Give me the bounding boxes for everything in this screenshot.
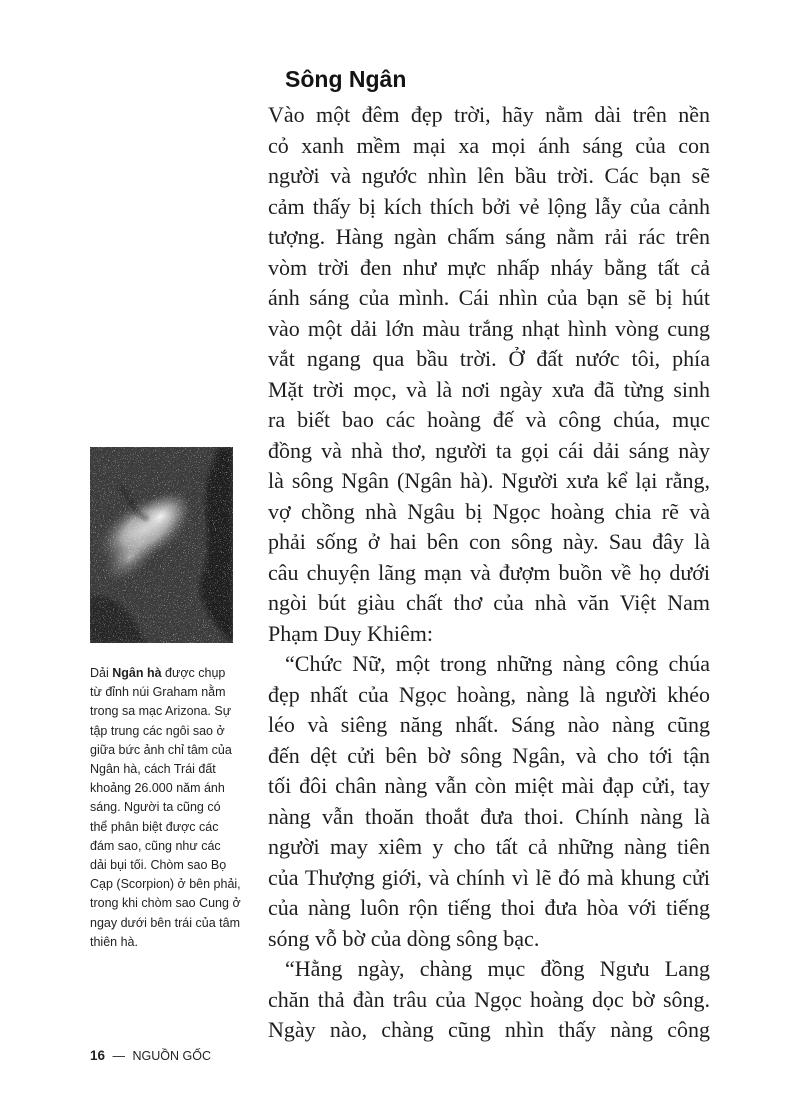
page-number: 16 — [90, 1048, 106, 1063]
text-line: ra biết bao các hoàng đế và công chúa, mục — [268, 407, 710, 432]
text-line: người và ngước nhìn lên bầu trời. Các bạn sẽ — [268, 163, 710, 188]
caption-lead: Dải — [90, 666, 113, 680]
text-line: cỏ xanh mềm mại xa mọi ánh sáng của con — [268, 132, 710, 158]
text-line: tượng. Hàng ngàn chấm sáng nằm rải rác trên — [268, 224, 710, 249]
text-line: vào một dải lớn màu trắng nhạt hình vòng cung — [268, 315, 710, 341]
text-line: vòm trời đen như mực nhấp nháy bằng tất cả — [268, 254, 710, 280]
page-footer — [90, 1048, 211, 1063]
caption-bold-term: Ngân hà — [112, 666, 162, 680]
text-line: Mặt trời mọc, và là nơi ngày xưa đã từng sinh — [268, 376, 710, 402]
text-line: ánh sáng của mình. Cái nhìn của bạn sẽ bị hút — [268, 285, 710, 310]
paragraph — [268, 954, 710, 1046]
text-line: cảm thấy bị kích thích bởi vẻ lộng lẫy của cảnh — [268, 193, 710, 219]
caption-line: thể phân biệt được các — [90, 819, 219, 834]
text-line: sóng vỗ bờ của dòng sông bạc. — [268, 925, 540, 951]
caption-line: Ngân hà, cách Trái đất — [90, 762, 216, 777]
paragraph — [268, 100, 710, 649]
caption-line: ngay dưới bên trái của tâm — [90, 915, 240, 930]
text-line: của nàng luôn rộn tiếng thoi đưa hòa với tiếng — [268, 895, 710, 920]
caption-line: từ đỉnh núi Graham nằm — [90, 685, 226, 700]
caption-first-rest: được chụp — [161, 666, 226, 680]
text-line: vắt ngang qua bầu trời. Ở đất nước tôi, phía — [268, 346, 710, 371]
text-line: “Chức Nữ, một trong những nàng công chúa — [285, 651, 710, 676]
section-title: NGUỒN GỐC — [132, 1049, 211, 1063]
caption-line: tập trung các ngôi sao ở — [90, 723, 225, 738]
caption-line: trong sa mạc Arizona. Sự — [90, 704, 232, 719]
text-line: câu chuyện lãng mạn và đượm buồn về họ dưới — [268, 559, 710, 585]
caption-line: giữa bức ảnh chỉ tâm của — [90, 742, 232, 757]
caption-line: dải bụi tối. Chòm sao Bọ — [90, 858, 227, 873]
text-line: Phạm Duy Khiêm: — [268, 620, 433, 646]
text-line: Ngày nào, chàng cũng nhìn thấy nàng công — [268, 1017, 710, 1042]
text-line: người may xiêm y cho tất cả những nàng tiên — [268, 834, 710, 859]
caption-line: đám sao, cũng như các — [90, 838, 221, 853]
text-line: là sông Ngân (Ngân hà). Người xưa kể lại rằng, — [268, 468, 710, 493]
text-line: của Thượng giới, và chính vì lẽ đó mà khung cửi — [268, 864, 710, 890]
text-line: vợ chồng nhà Ngâu bị Ngọc hoàng chia rẽ và — [268, 498, 710, 524]
page-title: Sông Ngân — [285, 66, 407, 92]
text-line: “Hằng ngày, chàng mục đồng Ngưu Lang — [285, 956, 710, 981]
text-line: đồng và nhà thơ, người ta gọi cái dải sáng này — [268, 437, 710, 463]
text-line: đẹp nhất của Ngọc hoàng, nàng là người khéo — [268, 681, 710, 707]
caption-line: Cạp (Scorpion) ở bên phải, — [90, 877, 241, 892]
text-line: léo và siêng năng nhất. Sáng nào nàng cũng — [268, 712, 710, 737]
text-line: đến dệt cửi bên bờ sông Ngân, và cho tới tận — [268, 742, 710, 768]
caption-line: trong khi chòm sao Cung ở — [90, 896, 241, 911]
text-line: Vào một đêm đẹp trời, hãy nằm dài trên nền — [268, 102, 710, 127]
text-line: ngòi bút giàu chất thơ của nhà văn Việt Nam — [268, 590, 710, 615]
milky-way-photo — [90, 447, 233, 643]
text-line: nàng vẫn thoăn thoắt đưa thoi. Chính nàng là — [268, 803, 710, 829]
caption-line: sáng. Người ta cũng có — [90, 800, 221, 815]
text-line: chăn thả đàn trâu của Ngọc hoàng dọc bờ sông. — [268, 986, 710, 1012]
caption-line: khoảng 26.000 năm ánh — [90, 781, 225, 796]
caption-line — [90, 664, 255, 683]
text-line: phải sống ở hai bên con sông này. Sau đây là — [268, 529, 710, 554]
text-line: tối đôi chân nàng vẫn còn miệt mài đạp cửi, tay — [268, 773, 710, 798]
caption-line: thiên hà. — [90, 934, 138, 949]
main-text — [268, 100, 710, 1046]
paragraph — [268, 649, 710, 954]
photo-caption — [90, 664, 255, 952]
footer-dash: — — [112, 1049, 126, 1063]
